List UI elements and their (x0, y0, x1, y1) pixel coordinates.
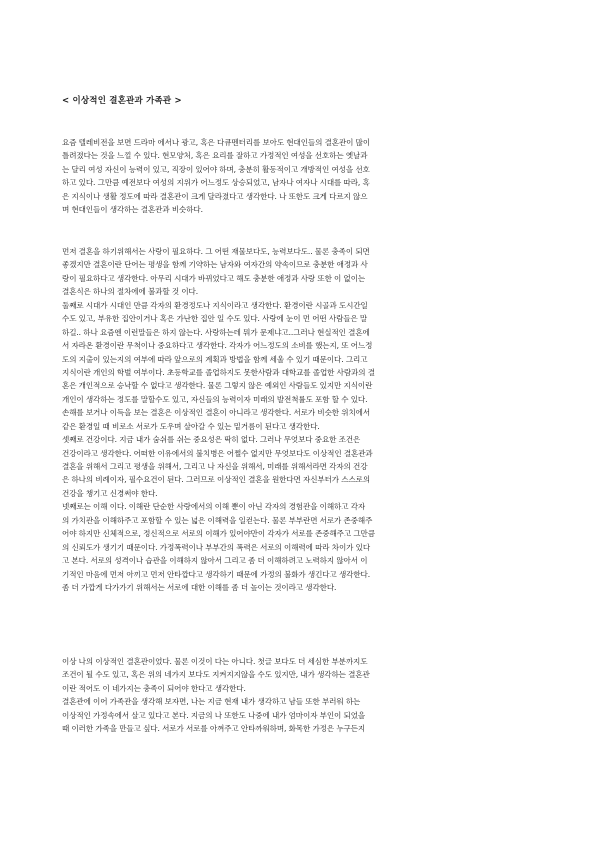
text-line: 이란 적어도 이 네가지는 충족이 되어야 한다고 생각한다. (62, 683, 246, 693)
text-line: 둘째로 시대가 시대인 만큼 각자의 환경정도나 지식이라고 생각한다. 환경이란 시골과 도시간일 (62, 300, 368, 310)
text-line: 같은 환경일 때 비로소 서로가 도우며 살아갈 수 있는 밑거름이 된다고 생각한다. (62, 421, 320, 431)
text-line: 기적인 마음에 먼저 아끼고 먼저 안타깝다고 생각하기 때문에 가정의 불화가 생긴다고 생각한다. (62, 569, 371, 579)
text-line: 결혼관에 이어 가족관을 생각해 보자면, 나는 지금 현재 내가 생각하고 남들 또한 부러워 하는 (62, 697, 361, 707)
text-line: 조건이 될 수도 있고, 혹은 위의 네가지 보다도 지켜지지않을 수도 있지만, 내가 생각하는 결혼관 (62, 670, 370, 680)
text-line: 랑이 필요하다고 생각한다. 아무리 시대가 바뀌었다고 해도 충분한 애정과 사랑 또한 이 없이는 (62, 273, 366, 283)
text-line: 셋째로 건강이다. 지금 내가 숨쉬를 쉬는 중요성은 딱히 없다. 그러나 무엇보다 중요한 조건은 (62, 435, 361, 445)
text-line: 어야 하지만 신체적으로, 정신적으로 서로의 이해가 있어야만이 각자가 서로를 존중해주고 그만큼 (62, 529, 375, 539)
text-line: 서 자라온 환경이란 무척이나 중요하다고 생각한다. 각자가 어느정도의 소비를 했는지, 또 어느정 (62, 341, 373, 351)
document-title: < 이상적인 결혼관과 가족관 > (62, 96, 182, 106)
paragraph-conclusion (62, 655, 538, 736)
text-line: 요즘 텔레비전을 보면 드라마 에서나 광고, 혹은 다큐멘터리를 보아도 현대인들의 결혼관이 많이 (62, 138, 371, 147)
paragraph-body (62, 245, 538, 594)
text-line: 수도 있고, 부유한 집안이거나 혹은 가난한 집안 일 수도 있다. 사랑에 눈이 먼 어떤 사람들은 말 (62, 314, 368, 324)
text-line: 결혼을 위해서 그리고 평생을 위해서, 그리고 나 자신을 위해서, 미래를 위해서라면 각자의 건강 (62, 462, 368, 471)
text-line: 건강을 챙기고 신경써야 한다. (62, 488, 158, 498)
text-line: 며 현대인들이 생각하는 결혼관과 비슷하다. (62, 205, 203, 215)
text-line: 하길.. 하나 요즘엔 이런말들은 하지 않는다. 사랑하는데 뭐가 문제냐고..그러나 현실적인 결혼에 (62, 327, 370, 337)
text-line: 넷째로는 이해 이다. 이해란 단순한 사랑에서의 이해 뿐이 아닌 각자의 경험관을 이해하고 각자 (62, 502, 366, 512)
text-line: 개인이 생각하는 정도를 말할수도 있고, 자신들의 능력이자 미래의 발전척률도 포함 할 수 있다. (62, 394, 368, 404)
text-line: 좋겠지만 결혼이란 단어는 평생을 함께 기약하는 남자와 여자간의 약속이므로 충분한 애정과 사 (62, 260, 368, 270)
text-line: 지식이란 개인의 학벌 여부이다. 초등학교를 졸업하지도 못한사람과 대학교를 졸업한 사람과의 결 (62, 367, 375, 377)
text-line: 은 지식이나 생활 정도에 따라 결혼관이 크게 달라졌다고 생각한다. 나 또한도 크게 다르지 않으 (62, 191, 368, 201)
text-line: 결혼식은 하나의 절차에에 불과할 것 이다. (62, 287, 199, 297)
text-line: 하고 있다. 그만큼 예전보다 여성의 지위가 어느정도 상승되었고, 남자나 여자나 시대를 따라, 혹 (62, 178, 370, 188)
paragraph-intro (62, 136, 538, 217)
text-line: 손해를 보거나 이득을 보는 결혼은 이상적인 결혼이 아니라고 생각한다. 서로가 비슷한 위치에서 (62, 408, 371, 418)
text-line: 좀 더 가깝게 다가가기 위해서는 서로에 대한 이해를 좀 더 높이는 것이라고 생각한다. (62, 582, 337, 592)
text-line: 도의 지출이 있는지의 여부에 따라 앞으로의 계획과 방법을 함께 세울 수 있기 때문이다. 그리고 (62, 354, 368, 364)
text-line: 이상적인 가정속에서 살고 있다고 본다. 지금의 나 또한도 나중에 내가 엄마이자 부인이 되었을 (62, 710, 366, 720)
text-line: 고 본다. 서로의 성격이나 습관을 이해하지 않아서 그리고 좀 더 이해하려고 노력하지 않아서 이 (62, 556, 368, 566)
text-line: 의 가치관을 이해하주고 포함할 수 있는 넓은 이해력을 일컫는다. 물론 부부란면 서로가 존중해주 (62, 515, 373, 525)
text-line: 은 하나의 비례이자, 필수요건이 된다. 그러므로 이상적인 결혼을 원한다면 자신부터가 스스로의 (62, 475, 371, 485)
text-line: 때 이러한 가족을 만들고 싶다. 서로가 서로를 아껴주고 안타까워하며, 화목한 가정은 누구든지 (62, 724, 366, 734)
text-line: 는 달리 여성 자신이 능력이 있고, 직장이 있어야 하며, 충분히 활동적이고 개방적인 여성을 선호 (62, 164, 370, 174)
text-line: 틀려졌다는 것을 느낄 수 있다. 현모양처, 혹은 요리를 잘하고 가정적인 여성을 선호하는 옛날과 (62, 151, 368, 161)
text-line: 의 신뢰도가 생기기 때문이다. 가정폭력이나 부부간의 폭력은 서로의 이해력에 따라 차이가 있다 (62, 542, 371, 552)
text-line: 이상 나의 이상적인 결혼관이었다. 물론 이것이 다는 아니다. 첫글 보다도 더 세심한 부분까지도 (62, 657, 368, 666)
text-line: 건강이라고 생각한다. 어떠한 이유에서의 불치병은 어쩔수 없지만 무엇보다도 이상적인 결혼관과 (62, 448, 373, 458)
text-line: 먼저 결혼을 하기위해서는 사랑이 필요하다. 그 어떤 재물보다도, 능력보다도.. 물론 충족이 되면 (62, 247, 370, 256)
text-line: 혼은 개인적으로 승낙할 수 없다고 생각한다. 물론 그렇지 않은 예외인 사람들도 있지만 지식이란 (62, 381, 373, 391)
